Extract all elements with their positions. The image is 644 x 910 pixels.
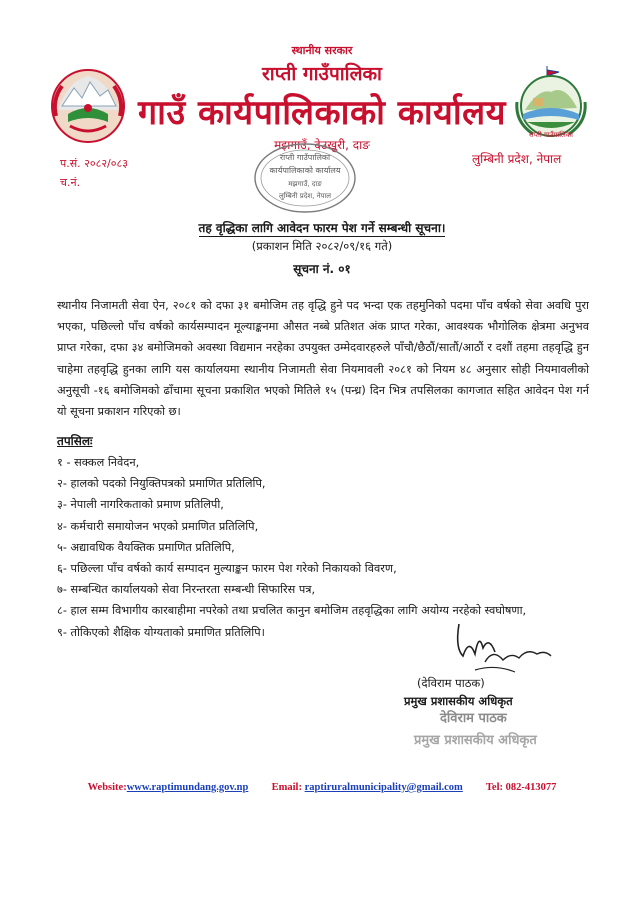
office-address: मझगाउँ, देउखुरी, दाङ: [274, 138, 370, 152]
website-label: Website:: [87, 782, 127, 793]
website-link[interactable]: www.raptimundang.gov.np: [126, 782, 249, 793]
dispatch-number: च.नं.: [60, 176, 81, 189]
notice-number: सूचना नं. ०१: [293, 262, 351, 276]
tel-number: 082-413077: [505, 782, 557, 793]
office-name: गाउँ कार्यपालिकाको कार्यालय: [138, 93, 506, 133]
detail-item: ३- नेपाली नागरिकताको प्रमाण प्रतिलिपी,: [57, 498, 224, 512]
notice-body: स्थानीय निजामती सेवा ऐन, २०८१ को दफा ३१ बमोजिम तह वृद्धि हुने पद भन्दा एक तहमुनिको पदमा पाँच वर्षको सेवा अवधि पुरा भएका, पछिल्लो पाँच वर्षको कार्यसम्पादन मूल्याङ्कनमा औसत नब्बे प्रतिशत अंक प्राप्त गरेका, आवश्यक भौगोलिक क्षेत्रमा अनुभव प्राप्त गरेका, दफा ३४ बमोजिमको अवस्था विद्यमान नरहेका उपयुक्त उम्मेदवारहरुले पाँचौ/छैठौं/सातौं/आठौं र दशौं तहमा तहवृद्धि हुन चाहेमा तहवृद्धि हुनका लागि यस कार्यालयमा स्थानीय निजामती सेवा नियमावली २०८१ को नियम ४८ अनुसार सोही नियमावलीको अनुसूची -१६ बमोजिमको ढाँचामा सूचना प्रकाशित भएको मितिले १५ (पन्ध्र) दिन भित्र तपसिलका कागजात सहित आवेदन पेश गर्न यो सूचना प्रकाशन गरिएको छ।: [57, 299, 589, 419]
email-label: Email:: [271, 782, 302, 793]
notice-subject: [0, 219, 644, 236]
signatory-title: प्रमुख प्रशासकीय अधिकृत: [404, 694, 513, 708]
detail-item: १ - सक्कल निवेदन,: [57, 456, 140, 469]
detail-item: ९- तोकिएको शैक्षिक योग्यताको प्रमाणित प्रतिलिपि।: [57, 625, 265, 639]
details-title: तपसिलः: [57, 434, 93, 448]
tel-label: Tel:: [485, 782, 503, 793]
signatory-name: (देविराम पाठक): [417, 676, 485, 690]
stamp-line-4: लुम्बिनी प्रदेश, नेपाल: [278, 192, 332, 200]
signatory-stamp-title: प्रमुख प्रशासकीय अधिकृत: [414, 733, 537, 748]
publication-date: (प्रकाशन मिति २०८२/०९/१६ गते): [251, 239, 393, 253]
emblem-caption: राप्ती गाउँपालिका: [529, 131, 573, 139]
detail-item: २- हालको पदको नियुक्तिपत्रको प्रमाणित प्रतिलिपि,: [57, 477, 266, 491]
detail-item: ६- पछिल्ला पाँच वर्षको कार्य सम्पादन मुल्याङ्कन फारम पेश गरेको निकायको विवरण,: [57, 562, 397, 576]
detail-item: ५- अद्यावधिक वैयक्तिक प्रमाणित प्रतिलिपि,: [57, 540, 235, 554]
stamp-line-3: मझगाउँ, दाङ: [288, 180, 322, 188]
government-label: स्थानीय सरकार: [291, 44, 353, 57]
municipality-name: राप्ती गाउँपालिका: [262, 63, 382, 85]
footer: [0, 782, 644, 793]
office-stamp: [250, 140, 360, 216]
stamp-line-2: कार्यपालिकाको कार्यालय: [269, 166, 341, 175]
province-label: लुम्बिनी प्रदेश, नेपाल: [472, 152, 562, 166]
stamp-line-1: राप्ती गाउँपालिका: [279, 153, 331, 162]
handwritten-signature: [445, 618, 555, 680]
detail-item: ७- सम्बन्धित कार्यालयको सेवा निरन्तरता सम्बन्धी सिफारिस पत्र,: [57, 583, 316, 597]
email-link[interactable]: raptiruralmunicipality@gmail.com: [304, 782, 463, 793]
signatory-stamp-name: देविराम पाठक: [440, 711, 507, 726]
fiscal-year-ref: प.सं. २०८२/०८३: [60, 157, 128, 170]
notice-subject-text: तह वृद्धिका लागि आवेदन फारम पेश गर्ने सम्बन्धी सूचना।: [198, 221, 446, 235]
details-list: [57, 452, 587, 643]
detail-item: ८- हाल सम्म विभागीय कारबाहीमा नपरेको तथा प्रचलित कानुन बमोजिम तहवृद्धिका लागि अयोग्य नरहेको स्वघोषणा,: [57, 604, 527, 618]
detail-item: ४- कर्मचारी समायोजन भएको प्रमाणित प्रतिलिपि,: [57, 519, 259, 533]
